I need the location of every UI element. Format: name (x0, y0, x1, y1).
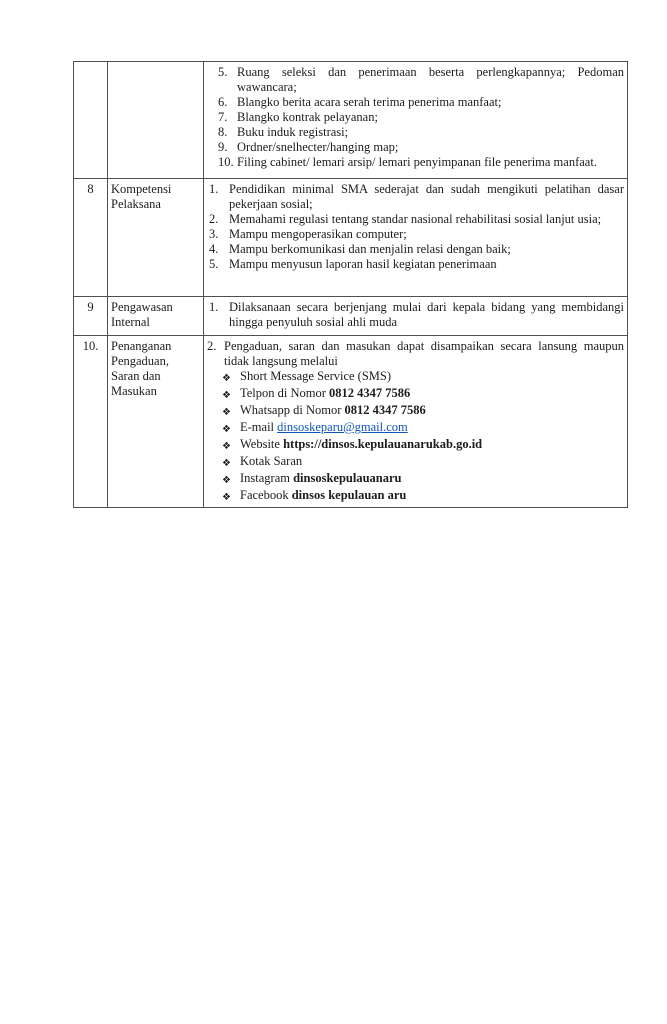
channel-item-website (222, 437, 624, 454)
list-number: 1. (209, 300, 219, 314)
list-item (207, 339, 624, 369)
channel-item-sms (222, 369, 624, 386)
channel-prefix: E-mail (240, 420, 278, 434)
list-number: 5. (209, 257, 219, 271)
row-number-cell: 9 (74, 297, 108, 336)
list-number: 1. (209, 182, 219, 196)
table-row-continuation (74, 62, 628, 179)
component-cell (108, 62, 204, 179)
diamond-bullet-icon: ❖ (222, 373, 231, 384)
service-standard-table (73, 61, 628, 508)
list-item (209, 257, 624, 272)
list-item (209, 227, 624, 242)
list-text: Mampu berkomunikasi dan menjalin relasi dengan baik; (229, 242, 511, 256)
list-item (218, 95, 624, 110)
list-number: 6. (218, 95, 228, 109)
list-text: Ordner/snelhecter/hanging map; (237, 140, 399, 154)
list-item (218, 140, 624, 155)
row-number-cell: 8 (74, 179, 108, 297)
list-item (209, 182, 624, 212)
list-text: Pengaduan, saran dan masukan dapat disampaikan secara lansung maupun tidak langsung melalui (224, 339, 624, 368)
list-number: 9. (218, 140, 228, 154)
list-text: Pendidikan minimal SMA sederajat dan sudah mengikuti pelatihan dasar pekerjaan sosial; (229, 182, 624, 211)
diamond-bullet-icon: ❖ (222, 458, 231, 469)
list-number: 4. (209, 242, 219, 256)
instagram-handle: dinsoskepulauanaru (293, 471, 402, 485)
channel-text: Kotak Saran (240, 454, 303, 468)
diamond-bullet-icon: ❖ (222, 407, 231, 418)
list-text: Ruang seleksi dan penerimaan beserta perlengkapannya; Pedoman wawancara; (237, 65, 624, 94)
channel-item-instagram (222, 471, 624, 488)
diamond-bullet-icon: ❖ (222, 441, 231, 452)
channel-text (240, 488, 624, 505)
diamond-bullet-icon: ❖ (222, 390, 231, 401)
content-cell (204, 179, 628, 297)
channel-prefix: Facebook (240, 488, 292, 502)
list-number: 8. (218, 125, 228, 139)
table-row-8 (74, 179, 628, 297)
channel-text (240, 403, 624, 420)
row-number-cell (74, 62, 108, 179)
channel-item-facebook (222, 488, 624, 505)
channel-prefix: Whatsapp di Nomor (240, 403, 345, 417)
list-text: Blangko kontrak pelayanan; (237, 110, 378, 124)
list-text: Mampu menyusun laporan hasil kegiatan penerimaan (229, 257, 497, 271)
list-item (218, 110, 624, 125)
list-item (218, 125, 624, 140)
list-number: 3. (209, 227, 219, 241)
channel-prefix: Telpon di Nomor (240, 386, 330, 400)
facebook-handle: dinsos kepulauan aru (291, 488, 407, 502)
list-text: Filing cabinet/ lemari arsip/ lemari penyimpanan file penerima manfaat. (237, 155, 597, 169)
channel-text (240, 420, 624, 437)
diamond-bullet-icon: ❖ (222, 492, 231, 503)
table-row-9 (74, 297, 628, 336)
list-number: 7. (218, 110, 228, 124)
list-number: 2. (209, 212, 219, 226)
channel-text (240, 471, 624, 488)
list-text: Memahami regulasi tentang standar nasional rehabilitasi sosial lanjut usia; (229, 212, 602, 226)
list-number: 5. (218, 65, 228, 79)
list-item (209, 242, 624, 257)
component-cell: Kompetensi Pelaksana (108, 179, 204, 297)
content-cell (204, 336, 628, 508)
channel-text (240, 437, 624, 454)
list-text: Buku induk registrasi; (237, 125, 349, 139)
channel-prefix: Website (240, 437, 284, 451)
list-text: Mampu mengoperasikan computer; (229, 227, 407, 241)
list-number: 2. (207, 339, 217, 353)
content-cell (204, 62, 628, 179)
website-url: https://dinsos.kepulauanarukab.go.id (283, 437, 483, 451)
component-cell: Penanganan Pengaduan, Saran dan Masukan (108, 336, 204, 508)
channel-item-whatsapp (222, 403, 624, 420)
list-item (209, 212, 624, 227)
channel-item-phone (222, 386, 624, 403)
content-cell (204, 297, 628, 336)
channel-text: Short Message Service (SMS) (240, 369, 392, 383)
table-row-10 (74, 336, 628, 508)
list-item (218, 155, 624, 170)
list-item (209, 300, 624, 330)
channel-prefix: Instagram (240, 471, 294, 485)
channel-text (240, 386, 624, 403)
diamond-bullet-icon: ❖ (222, 424, 231, 435)
list-text: Dilaksanaan secara berjenjang mulai dari kepala bidang yang membidangi hingga penyuluh sosial ahli muda (229, 300, 624, 329)
diamond-bullet-icon: ❖ (222, 475, 231, 486)
channel-item-email (222, 420, 624, 437)
component-cell: Pengawasan Internal (108, 297, 204, 336)
list-item (218, 65, 624, 95)
whatsapp-number: 0812 4347 7586 (344, 403, 426, 417)
phone-number: 0812 4347 7586 (329, 386, 411, 400)
list-number: 10. (218, 155, 234, 169)
channel-item-suggestion-box (222, 454, 624, 471)
list-text: Blangko berita acara serah terima penerima manfaat; (237, 95, 502, 109)
row-number-cell: 10. (74, 336, 108, 508)
email-link[interactable]: dinsoskeparu@gmail.com (277, 420, 408, 434)
